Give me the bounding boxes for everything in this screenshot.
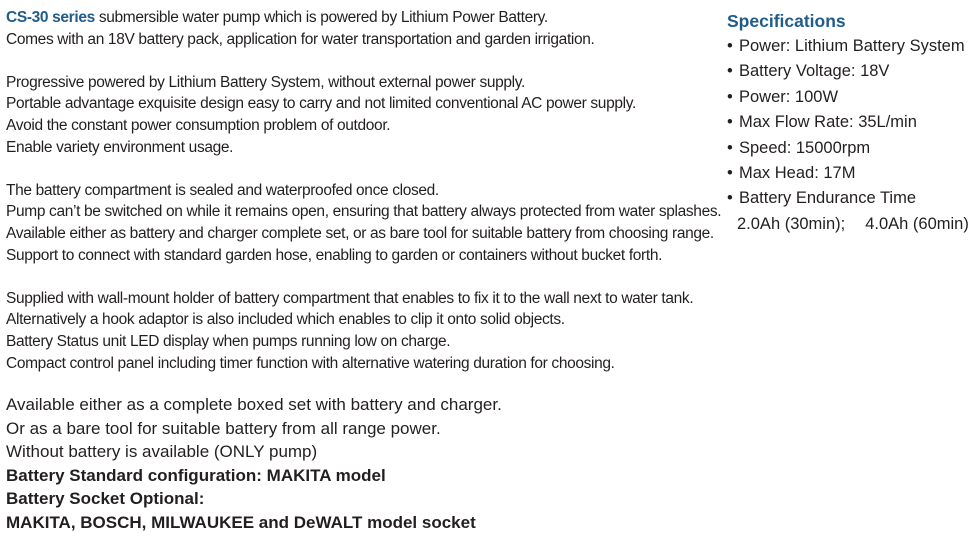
bullet-icon: • xyxy=(727,37,733,55)
specifications-title: Specifications xyxy=(727,11,846,31)
spec-item-max-head xyxy=(727,161,979,186)
text-line: Compact control panel including timer function with alternative watering duration for choosing. xyxy=(6,354,615,372)
spec-item-max-flow-rate xyxy=(727,110,979,135)
intro-line-2: Comes with an 18V battery pack, application for water transportation and garden irrigation. xyxy=(6,30,595,48)
bullet-icon: • xyxy=(727,113,733,132)
text-line: Available either as battery and charger complete set, or as bare tool for suitable battery from choosing range. xyxy=(6,224,714,242)
battery-socket-models: MAKITA, BOSCH, MILWAUKEE and DeWALT model socket xyxy=(6,512,476,532)
spec-item-text: Power: Lithium Battery System xyxy=(739,37,965,55)
text-line: Pump can’t be switched on while it remains open, ensuring that battery always protected from water splashes. xyxy=(6,203,722,221)
spec-item-text: Battery Endurance Time xyxy=(739,189,917,208)
text-line: Battery Status unit LED display when pumps running low on charge. xyxy=(6,332,451,350)
availability-line: Without battery is available (ONLY pump) xyxy=(6,442,318,462)
text-line: Progressive powered by Lithium Battery System, without external power supply. xyxy=(6,73,525,91)
spec-item-battery-endurance xyxy=(727,186,979,211)
spec-item-power-source xyxy=(727,34,979,59)
text-line: Enable variety environment usage. xyxy=(6,138,234,156)
spec-item-text: Max Flow Rate: 35L/min xyxy=(739,113,917,132)
battery-standard-line: Battery Standard configuration: MAKITA model xyxy=(6,465,386,485)
text-line: Avoid the constant power consumption problem of outdoor. xyxy=(6,116,391,134)
intro-line-1-text: submersible water pump which is powered by Lithium Power Battery. xyxy=(94,9,548,26)
bullet-icon: • xyxy=(727,62,733,81)
battery-endurance-options xyxy=(727,212,979,237)
spec-item-text: Max Head: 17M xyxy=(739,164,856,183)
spec-item-battery-voltage xyxy=(727,59,979,84)
endurance-option-4ah: 4.0Ah (60min) xyxy=(865,214,969,233)
battery-socket-heading: Battery Socket Optional: xyxy=(6,489,205,509)
endurance-option-2ah: 2.0Ah (30min); xyxy=(737,214,846,233)
bullet-icon: • xyxy=(727,189,733,208)
paragraph-gap xyxy=(6,158,718,180)
bullet-icon: • xyxy=(727,164,733,183)
availability-line: Or as a bare tool for suitable battery from all range power. xyxy=(6,418,441,438)
spec-item-text: Power: 100W xyxy=(739,87,839,106)
bullet-icon: • xyxy=(727,138,733,157)
paragraph-gap xyxy=(6,266,718,288)
text-line: Supplied with wall-mount holder of battery compartment that enables to fix it to the wall next to water tank. xyxy=(6,289,694,307)
intro-paragraph xyxy=(6,7,718,50)
description-block xyxy=(6,7,722,374)
specifications-list xyxy=(727,34,979,212)
availability-line: Available either as a complete boxed set with battery and charger. xyxy=(6,395,502,414)
spec-item-speed xyxy=(727,136,979,161)
paragraph-power xyxy=(6,72,718,158)
specifications-panel xyxy=(727,9,979,237)
paragraph-accessories xyxy=(6,288,718,374)
text-line: Portable advantage exquisite design easy to carry and not limited conventional AC power supply. xyxy=(6,95,636,113)
text-line: The battery compartment is sealed and waterproofed once closed. xyxy=(6,181,439,199)
paragraph-gap xyxy=(6,50,718,72)
spec-item-text: Battery Voltage: 18V xyxy=(739,62,890,81)
spec-item-text: Speed: 15000rpm xyxy=(739,138,871,157)
availability-block xyxy=(6,393,502,535)
bullet-icon: • xyxy=(727,87,733,106)
text-line: Alternatively a hook adaptor is also included which enables to clip it onto solid objects. xyxy=(6,311,565,329)
paragraph-battery-compartment xyxy=(6,180,722,266)
text-line: Support to connect with standard garden hose, enabling to garden or containers without bucket forth. xyxy=(6,246,663,264)
series-name: CS-30 series xyxy=(6,9,95,26)
intro-line-1 xyxy=(6,7,718,29)
spec-item-power-rating xyxy=(727,85,979,110)
